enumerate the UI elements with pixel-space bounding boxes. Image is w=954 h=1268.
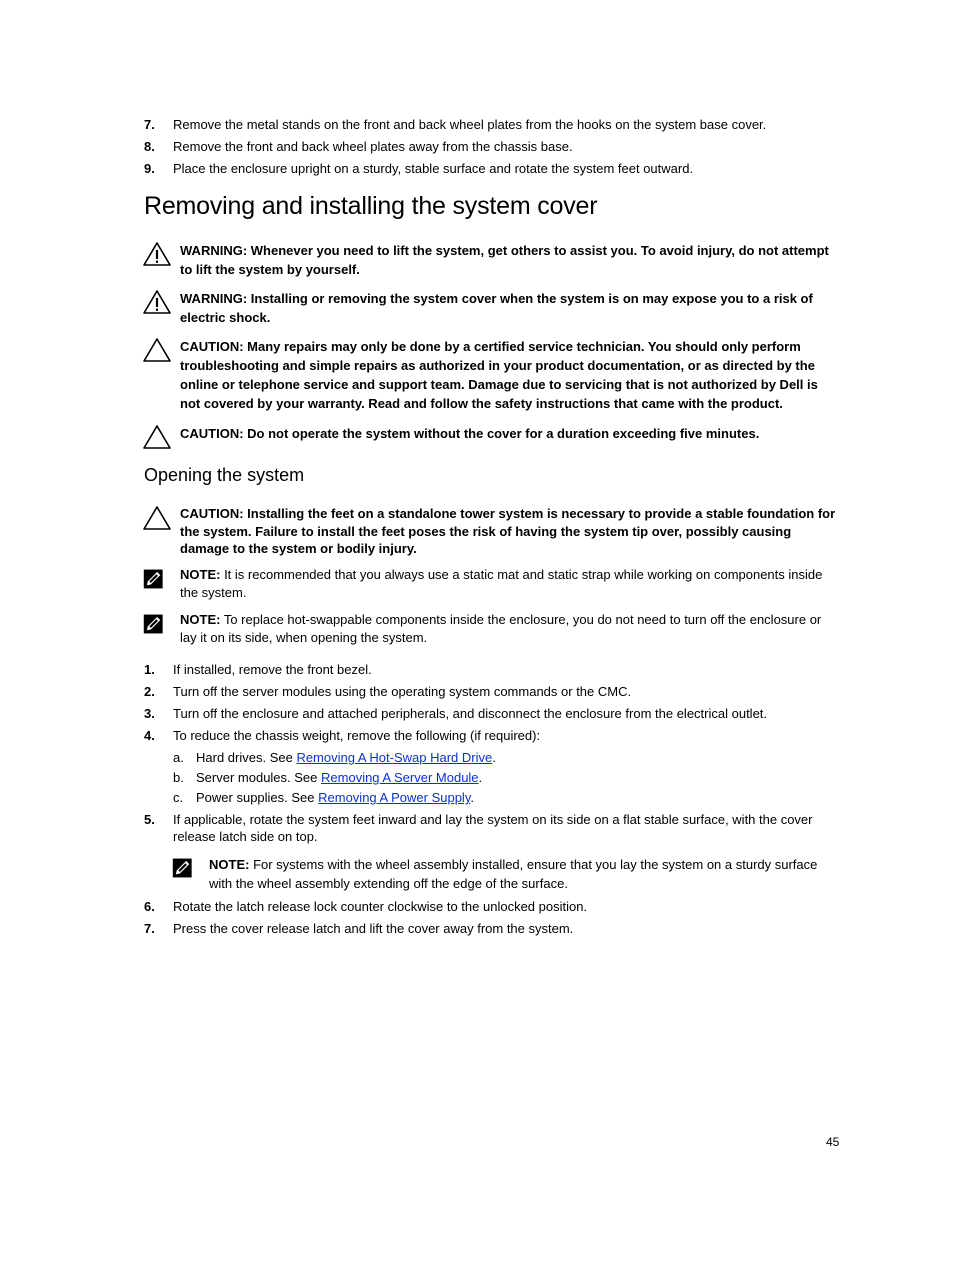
step-number: 5.: [144, 812, 155, 827]
caution-icon: [143, 505, 171, 531]
step-number: 9.: [144, 161, 155, 176]
subsection-title: Opening the system: [144, 465, 305, 485]
step-text: If applicable, rotate the system feet inward and lay the system on its side on a flat stable surface, with the cover release latch side on top.: [173, 812, 813, 844]
step-number: 1.: [144, 662, 155, 677]
sub-suffix: .: [470, 790, 474, 805]
sub-prefix: Hard drives. See: [196, 750, 297, 765]
step-text: Place the enclosure upright on a sturdy, stable surface and rotate the system feet outward.: [173, 161, 694, 176]
sub-suffix: .: [492, 750, 496, 765]
section-title: Removing and installing the system cover: [144, 192, 598, 220]
sub-letter: b.: [173, 770, 184, 785]
step-text: To reduce the chassis weight, remove the following (if required):: [173, 728, 541, 743]
notice-text: WARNING: Whenever you need to lift the system, get others to assist you. To avoid injury, do not attempt to lift the system by yourself.: [180, 243, 829, 277]
sub-text: [196, 769, 482, 786]
notice-text: WARNING: Installing or removing the system cover when the system is on may expose you to a risk of electric shock.: [180, 291, 813, 325]
notice-text: CAUTION: Installing the feet on a standalone tower system is necessary to provide a stable foundation for the system. Failure to install the feet poses the risk of having the system tip over, possibly causing damage to the system or bodily injury.: [180, 506, 836, 556]
note-body: To replace hot-swappable components inside the enclosure, you do not need to turn off the enclosure or lay it on its side, when opening the system.: [180, 612, 822, 645]
warning-icon: [143, 241, 171, 267]
step-text: Remove the front and back wheel plates away from the chassis base.: [173, 139, 573, 154]
step-text: Turn off the enclosure and attached peripherals, and disconnect the enclosure from the electrical outlet.: [173, 706, 768, 721]
sub-letter: c.: [173, 790, 184, 805]
sub-suffix: .: [478, 770, 483, 785]
notice-text: [209, 855, 839, 893]
notice-text: [180, 611, 840, 647]
note-label: NOTE:: [180, 567, 221, 582]
caution-icon: [143, 337, 171, 363]
note-label: NOTE:: [180, 612, 221, 627]
sub-text: [196, 749, 496, 766]
notice-text: CAUTION: Do not operate the system without the cover for a duration exceeding five minutes.: [180, 426, 760, 441]
sub-letter: a.: [173, 750, 184, 765]
note-pencil-icon: [143, 613, 165, 635]
link-removing-hot-swap-hard-drive[interactable]: Removing A Hot-Swap Hard Drive: [296, 750, 493, 765]
step-text: Rotate the latch release lock counter clockwise to the unlocked position.: [173, 899, 588, 914]
step-text: Press the cover release latch and lift the cover away from the system.: [173, 921, 574, 936]
notice-text: [180, 566, 840, 602]
caution-icon: [143, 424, 171, 450]
note-body: For systems with the wheel assembly installed, ensure that you lay the system on a sturdy surface with the wheel assembly extending off the edge of the surface.: [209, 857, 818, 891]
link-removing-power-supply[interactable]: Removing A Power Supply: [318, 790, 471, 805]
notice-text: CAUTION: Many repairs may only be done by a certified service technician. You should only perform troubleshooting and simple repairs as authorized in your product documentation, or as directed by the online or telephone service and support team. Damage due to servicing that is not authorized by Dell is not covered by your warranty. Read and follow the safety instructions that came with the product.: [180, 339, 818, 411]
warning-icon: [143, 289, 171, 315]
sub-prefix: Server modules. See: [196, 770, 322, 785]
link-removing-server-module[interactable]: Removing A Server Module: [321, 770, 479, 785]
step-text: Remove the metal stands on the front and back wheel plates from the hooks on the system base cover.: [173, 117, 767, 132]
note-body: It is recommended that you always use a static mat and static strap while working on components inside the system.: [180, 567, 823, 600]
note-pencil-icon: [172, 857, 194, 879]
note-pencil-icon: [143, 568, 165, 590]
note-label: NOTE:: [209, 857, 250, 872]
step-number: 7.: [144, 921, 155, 936]
step-number: 4.: [144, 728, 155, 743]
step-number: 2.: [144, 684, 155, 699]
step-text: If installed, remove the front bezel.: [173, 662, 372, 677]
step-number: 7.: [144, 117, 155, 132]
step-number: 6.: [144, 899, 155, 914]
sub-prefix: Power supplies. See: [196, 790, 319, 805]
step-number: 8.: [144, 139, 155, 154]
page-number: 45: [826, 1135, 840, 1149]
sub-text: [196, 789, 474, 806]
step-number: 3.: [144, 706, 155, 721]
step-text: Turn off the server modules using the operating system commands or the CMC.: [173, 684, 632, 699]
